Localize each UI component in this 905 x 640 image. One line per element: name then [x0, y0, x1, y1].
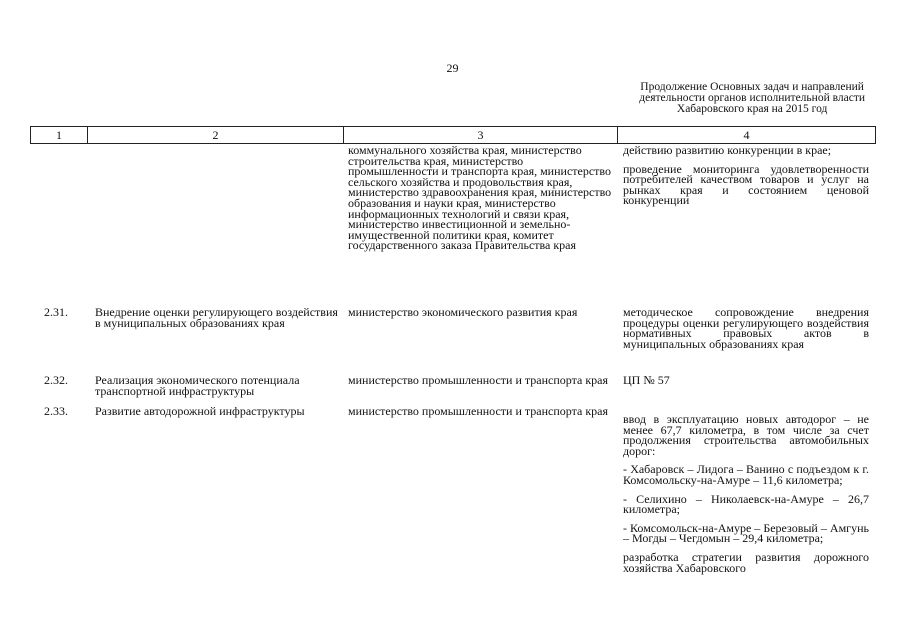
result-cell — [623, 145, 869, 206]
result-cell — [623, 375, 869, 386]
table-row — [30, 307, 875, 375]
task-text: Реализация экономического потенциала транспортной инфраструктуры — [95, 373, 300, 398]
row-number: 2.32. — [44, 373, 68, 387]
result-paragraph: проведение мониторинга удовлетворенности потребителей качеством товаров и услуг на рынках края и состоянием ценовой конкуренции — [623, 161, 869, 208]
result-paragraph: ЦП № 57 — [623, 373, 670, 387]
task-text: Развитие автодорожной инфраструктуры — [95, 404, 305, 418]
row-number: 2.31. — [44, 305, 68, 319]
result-cell — [623, 307, 869, 349]
continuation-header — [639, 82, 865, 115]
result-bullet: - Комсомольск-на-Амуре – Березовый – Амгунь – Могды – Чегдомын – 29,4 километра; — [623, 520, 869, 546]
result-paragraph: действию развитию конкуренции в крае; — [623, 143, 832, 157]
result-bullet: - Хабаровск – Лидога – Ванино с подъездом к г. Комсомольску-на-Амуре – 11,6 километра; — [623, 462, 869, 487]
executor-text: министерство промышленности и транспорта края — [348, 404, 608, 418]
executor-text: коммунального хозяйства края, министерство строительства края, министерство промышленности и транспорта края, министерство сельского хозяйства и продовольствия края, министерство здравоохранения края, министерство образования и науки края, министерство информационных технологий и связи края, министерство инвестиционной и земельно-имущественной политики края, комитет государственного заказа Правительства края — [348, 143, 612, 253]
continuation-line: деятельности органов исполнительной власти — [639, 92, 865, 104]
table-row — [30, 145, 875, 307]
continuation-line: Продолжение Основных задач и направлений — [640, 81, 864, 93]
column-header-1: 1 — [31, 127, 88, 144]
column-header-2: 2 — [88, 127, 344, 144]
continuation-line: Хабаровского края на 2015 год — [676, 103, 828, 115]
result-paragraph: методическое сопровождение внедрения процедуры оценки регулирующего воздействия нормативных правовых актов в муниципальных образованиях края — [623, 305, 869, 351]
result-paragraph: разработка стратегии развития дорожного хозяйства Хабаровского — [623, 549, 869, 575]
column-header-4: 4 — [618, 127, 876, 144]
result-paragraph: ввод в эксплуатацию новых автодорог – не менее 67,7 километра, в том числе за счет продолжения строительства автомобильных дорог: — [623, 412, 869, 458]
result-bullet: - Селихино – Николаевск-на-Амуре – 26,7 километра; — [623, 491, 869, 517]
result-cell — [623, 414, 869, 573]
page-number: 29 — [446, 61, 459, 75]
column-number-header — [30, 126, 876, 144]
table-row — [30, 406, 875, 606]
row-number: 2.33. — [44, 404, 68, 418]
table-body — [30, 145, 875, 606]
column-header-3: 3 — [344, 127, 618, 144]
table-row — [30, 375, 875, 406]
task-text: Внедрение оценки регулирующего воздействия в муниципальных образованиях края — [95, 305, 338, 330]
executor-text: министерство экономического развития края — [348, 305, 578, 319]
executor-text: министерство промышленности и транспорта края — [348, 373, 608, 387]
